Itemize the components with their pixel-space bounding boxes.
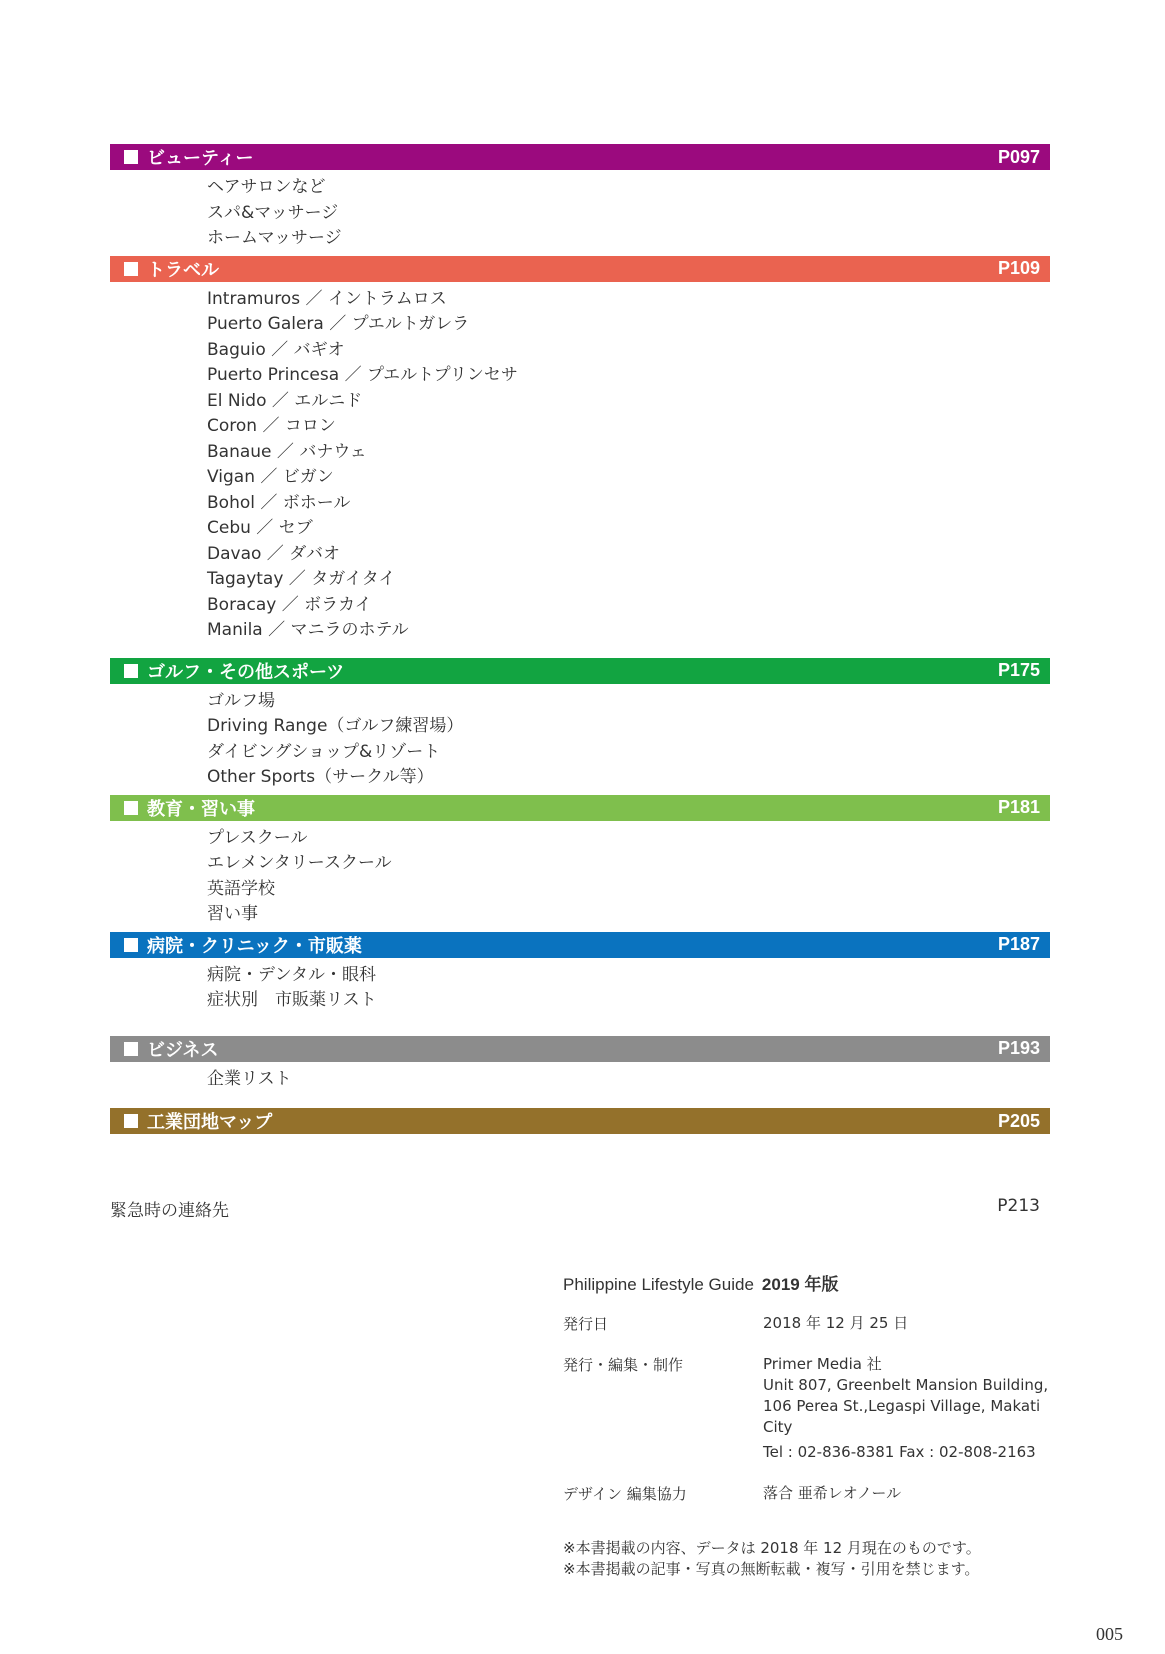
list-item: 企業リスト	[207, 1068, 292, 1089]
section-title: 病院・クリニック・市販薬	[147, 935, 362, 957]
colophon-line: 落合 亜希レオノール	[763, 1484, 902, 1502]
colophon-label: デザイン 編集協力	[563, 1485, 687, 1503]
list-item: 症状別 市販薬リスト	[207, 990, 377, 1010]
colophon-row	[563, 1313, 1053, 1334]
list-item: Boracay ／ ボラカイ	[207, 594, 372, 615]
section-title: トラベル	[147, 259, 219, 281]
section-item-list	[110, 170, 1050, 256]
list-item: Manila ／ マニラのホテル	[207, 620, 409, 640]
section-title: ビューティー	[147, 148, 254, 169]
section-header-bar[interactable]	[110, 795, 1050, 821]
page-number: 005	[1096, 1624, 1123, 1644]
note-line: ※本書掲載の記事・写真の無断転載・複写・引用を禁じます。	[563, 1560, 980, 1578]
section-item-list	[110, 282, 1050, 658]
list-item: 習い事	[207, 904, 258, 924]
list-item: 病院・デンタル・眼科	[207, 964, 376, 985]
section-item-list	[110, 958, 1050, 1036]
section-page-number: P175	[997, 660, 1040, 680]
list-item: プレスクール	[207, 827, 308, 848]
colophon	[563, 1270, 1053, 1580]
list-item: Banaue ／ バナウェ	[207, 441, 367, 462]
colophon-value	[763, 1313, 908, 1334]
emergency-contacts-row[interactable]	[110, 1196, 1040, 1221]
list-item: Puerto Princesa ／ プエルトプリンセサ	[207, 365, 518, 385]
toc-section	[110, 256, 1050, 658]
list-item: 英語学校	[207, 878, 275, 899]
section-page-number: P109	[997, 258, 1040, 278]
section-header-bar[interactable]	[110, 1108, 1050, 1134]
list-item: ダイビングショップ&リゾート	[207, 741, 441, 762]
list-item: Bohol ／ ボホール	[207, 492, 351, 513]
list-item: Driving Range（ゴルフ練習場）	[207, 716, 464, 736]
list-item: Vigan ／ ビガン	[207, 467, 334, 487]
list-item: ヘアサロンなど	[207, 177, 326, 197]
section-item-list	[110, 1062, 1050, 1109]
section-page-number: P097	[997, 146, 1040, 167]
toc-section	[110, 932, 1050, 1036]
list-item: Baguio ／ バギオ	[207, 339, 345, 360]
section-header-bar[interactable]	[110, 932, 1050, 958]
section-page-number: P187	[997, 934, 1040, 954]
list-item: Davao ／ ダバオ	[207, 543, 341, 564]
toc-section	[110, 795, 1050, 932]
list-item: Tagaytay ／ タガイタイ	[207, 569, 396, 589]
section-page-number: P181	[997, 797, 1040, 817]
toc-section	[110, 1036, 1050, 1109]
toc-section	[110, 1108, 1050, 1134]
colophon-label: 発行日	[563, 1315, 609, 1333]
square-bullet-icon	[124, 1114, 138, 1128]
colophon-line: Tel : 02-836-8381 Fax : 02-808-2163	[763, 1443, 1036, 1461]
colophon-value	[763, 1354, 1053, 1463]
emergency-page-number: P213	[997, 1196, 1040, 1216]
note-line: ※本書掲載の内容、データは 2018 年 12 月現在のものです。	[563, 1539, 981, 1557]
square-bullet-icon	[124, 801, 138, 815]
square-bullet-icon	[124, 664, 138, 678]
section-header-bar[interactable]	[110, 658, 1050, 684]
list-item: Intramuros ／ イントラムロス	[207, 288, 447, 309]
colophon-notes	[563, 1538, 1053, 1580]
list-item: Other Sports（サークル等）	[207, 767, 434, 787]
toc-section	[110, 144, 1050, 256]
list-item: Cebu ／ セブ	[207, 518, 313, 538]
section-page-number: P205	[997, 1110, 1040, 1131]
section-header-bar[interactable]	[110, 256, 1050, 282]
publication-name: Philippine Lifestyle Guide	[563, 1275, 754, 1294]
publication-title	[563, 1270, 1053, 1295]
colophon-line: Unit 807, Greenbelt Mansion Building,	[763, 1376, 1049, 1394]
square-bullet-icon	[124, 150, 138, 164]
emergency-label: 緊急時の連絡先	[110, 1201, 229, 1221]
list-item: El Nido ／ エルニド	[207, 390, 363, 411]
section-header-bar[interactable]	[110, 144, 1050, 170]
square-bullet-icon	[124, 262, 138, 276]
publication-edition: 2019 年版	[761, 1275, 839, 1294]
list-item: Coron ／ コロン	[207, 416, 336, 436]
colophon-value	[763, 1483, 901, 1504]
section-title: 教育・習い事	[147, 798, 255, 820]
list-item: スパ&マッサージ	[207, 202, 339, 223]
toc-section	[110, 658, 1050, 795]
colophon-label: 発行・編集・制作	[563, 1356, 684, 1374]
section-title: 工業団地マップ	[147, 1112, 273, 1133]
section-item-list	[110, 821, 1050, 932]
colophon-line: 106 Perea St.,Legaspi Village, Makati City	[763, 1397, 1041, 1436]
section-title: ゴルフ・その他スポーツ	[147, 661, 345, 683]
list-item: ゴルフ場	[207, 690, 275, 711]
list-item: Puerto Galera ／ プエルトガレラ	[207, 314, 470, 334]
section-item-list	[110, 684, 1050, 795]
section-title: ビジネス	[147, 1039, 219, 1061]
list-item: エレメンタリースクール	[207, 853, 392, 873]
list-item: ホームマッサージ	[207, 228, 342, 248]
colophon-row	[563, 1354, 1053, 1463]
colophon-row	[563, 1483, 1053, 1504]
section-header-bar[interactable]	[110, 1036, 1050, 1062]
colophon-line: 2018 年 12 月 25 日	[763, 1314, 909, 1332]
square-bullet-icon	[124, 938, 138, 952]
table-of-contents	[110, 144, 1050, 1134]
section-page-number: P193	[997, 1038, 1040, 1058]
square-bullet-icon	[124, 1042, 138, 1056]
colophon-line: Primer Media 社	[763, 1355, 882, 1373]
